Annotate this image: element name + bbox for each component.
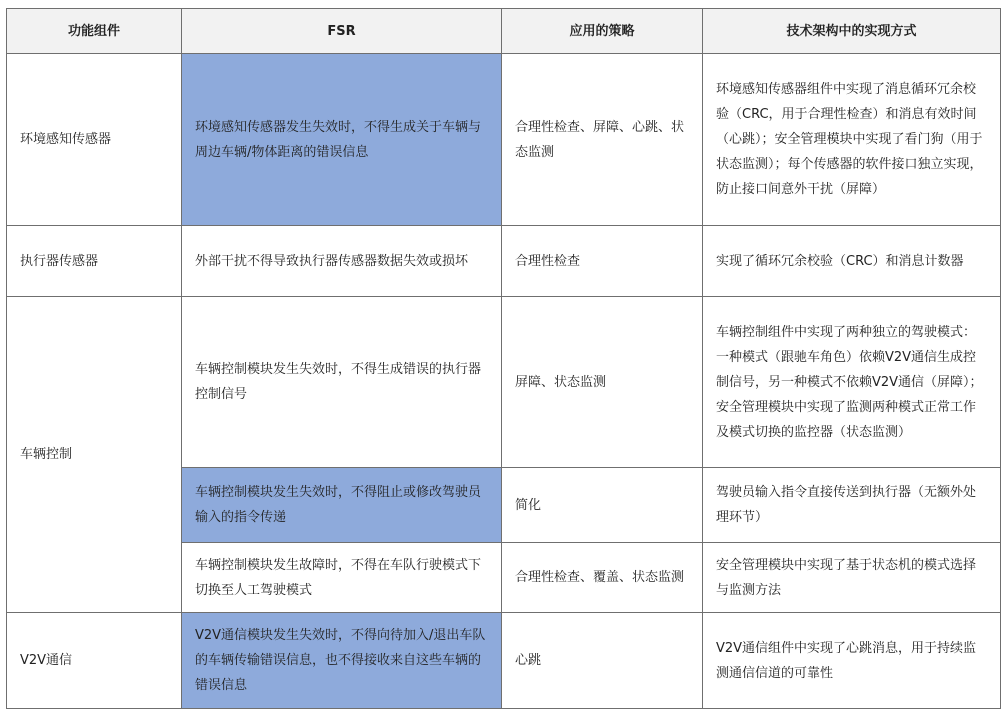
component-cell: 环境感知传感器 (7, 54, 182, 226)
implementation-cell: 驾驶员输入指令直接传送到执行器（无额外处理环节） (703, 468, 1001, 543)
strategy-cell: 合理性检查 (502, 226, 703, 297)
strategy-cell: 屏障、状态监测 (502, 297, 703, 468)
table-row (7, 297, 1001, 468)
fsr-cell: 车辆控制模块发生失效时，不得生成错误的执行器控制信号 (182, 297, 502, 468)
fsr-table (6, 8, 1001, 709)
strategy-cell: 简化 (502, 468, 703, 543)
component-cell: 车辆控制 (7, 297, 182, 613)
implementation-cell: 环境感知传感器组件中实现了消息循环冗余校验（CRC，用于合理性检查）和消息有效时间（心跳）；安全管理模块中实现了看门狗（用于状态监测）；每个传感器的软件接口独立实现，防止接口间意外干扰（屏障） (703, 54, 1001, 226)
strategy-cell: 合理性检查、屏障、心跳、状态监测 (502, 54, 703, 226)
table-row (7, 54, 1001, 226)
fsr-cell: 外部干扰不得导致执行器传感器数据失效或损坏 (182, 226, 502, 297)
table-row (7, 226, 1001, 297)
implementation-cell: 实现了循环冗余校验（CRC）和消息计数器 (703, 226, 1001, 297)
fsr-cell: 车辆控制模块发生失效时，不得阻止或修改驾驶员输入的指令传递 (182, 468, 502, 543)
component-cell: V2V通信 (7, 613, 182, 709)
fsr-cell: V2V通信模块发生失效时，不得向待加入/退出车队的车辆传输错误信息，也不得接收来自这些车辆的错误信息 (182, 613, 502, 709)
implementation-cell: 安全管理模块中实现了基于状态机的模式选择与监测方法 (703, 543, 1001, 613)
strategy-cell: 心跳 (502, 613, 703, 709)
implementation-cell: V2V通信组件中实现了心跳消息，用于持续监测通信信道的可靠性 (703, 613, 1001, 709)
strategy-cell: 合理性检查、覆盖、状态监测 (502, 543, 703, 613)
implementation-cell: 车辆控制组件中实现了两种独立的驾驶模式：一种模式（跟驰车角色）依赖V2V通信生成控制信号，另一种模式不依赖V2V通信（屏障）；安全管理模块中实现了监测两种模式正常工作及模式切换的监控器（状态监测） (703, 297, 1001, 468)
fsr-cell: 车辆控制模块发生故障时，不得在车队行驶模式下切换至人工驾驶模式 (182, 543, 502, 613)
component-cell: 执行器传感器 (7, 226, 182, 297)
header-component: 功能组件 (7, 9, 182, 54)
header-implementation: 技术架构中的实现方式 (703, 9, 1001, 54)
fsr-cell: 环境感知传感器发生失效时，不得生成关于车辆与周边车辆/物体距离的错误信息 (182, 54, 502, 226)
header-fsr: FSR (182, 9, 502, 54)
table-row (7, 613, 1001, 709)
header-strategy: 应用的策略 (502, 9, 703, 54)
header-row (7, 9, 1001, 54)
